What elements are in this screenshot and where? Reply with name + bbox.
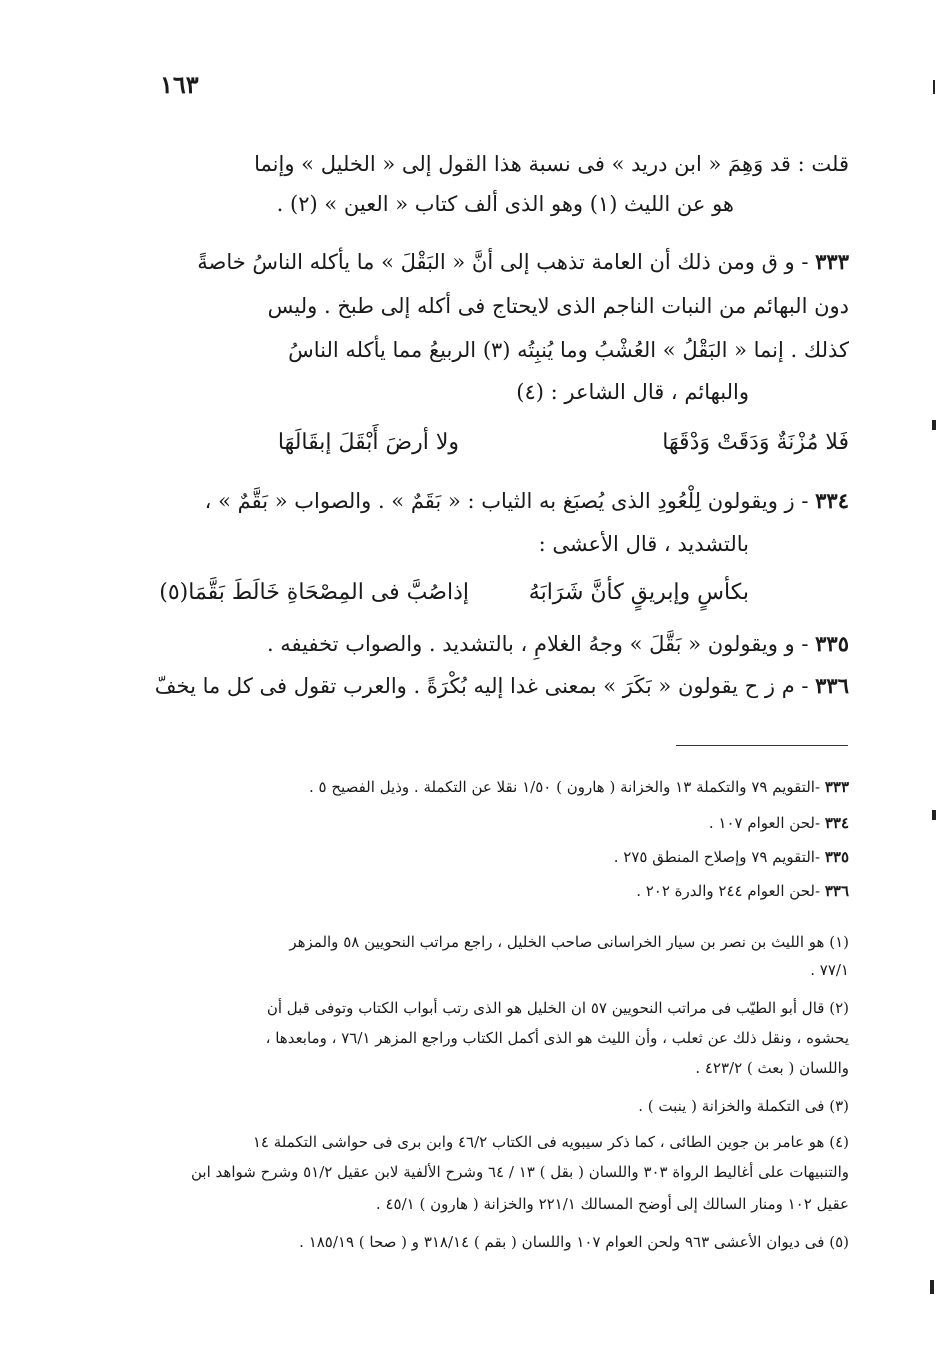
page-number: ١٦٣ bbox=[160, 70, 199, 99]
footnote-line: يحشوه ، ونقل ذلك عن ثعلب ، وأن الليث هو الذى أكمل الكتاب وراجع المزهر ٧٦/١ ، ومابعدها ، bbox=[265, 1029, 849, 1047]
footnote-line: واللسان ( بعث ) ٤٢٣/٢ . bbox=[695, 1059, 849, 1077]
scan-margin-mark bbox=[932, 420, 936, 430]
verse-hemistich-left: إذاصُبَّ فى المِصْحَاةِ خَالَطَ بَقَّمَا(٥) bbox=[159, 580, 469, 605]
entry-334-header bbox=[205, 487, 849, 515]
footnote-line: (٤) هو عامر بن جوين الطائى ، كما ذكر سيبويه فى الكتاب ٤٦/٢ وابن برى فى حواشى التكملة ١٤ bbox=[252, 1133, 849, 1151]
footnote-line: عقيل ١٠٢ ومنار السالك إلى أوضح المسالك ٢٢١/١ والخزانة ( هارون ) ٤٥/١ . bbox=[375, 1195, 849, 1213]
entry-codes: - ز bbox=[784, 489, 809, 513]
entry-codes: - م ز ح bbox=[744, 674, 809, 698]
entry-text: ويقولون « بَقَّلَ » وجهُ الغلامِ ، بالتشديد . والصواب تخفيفه . bbox=[266, 632, 778, 656]
entry-333-header bbox=[197, 248, 849, 276]
entry-number: ٣٣٥ bbox=[815, 631, 849, 656]
footnote-line: (٥) فى ديوان الأعشى ٩٦٣ ولحن العوام ١٠٧ واللسان ( بقم ) ٣١٨/١٤ و ( صحا ) ١٨٥/١٩ . bbox=[299, 1233, 849, 1251]
source-number: ٣٣٦ bbox=[824, 882, 849, 900]
source-number: ٣٣٤ bbox=[824, 814, 849, 832]
footnote-line: (٣) فى التكملة والخزانة ( ينبت ) . bbox=[638, 1097, 849, 1115]
scan-margin-mark bbox=[932, 810, 936, 820]
verse-hemistich-left: ولا أرضَ أَبْقَلَ إبقَالَهَا bbox=[277, 430, 459, 455]
entry-text: ومن ذلك أن العامة تذهب إلى أنَّ « البَقْلَ » ما يأكله الناسُ خاصةً bbox=[197, 250, 755, 274]
verse-hemistich-right: فَلا مُزْنَةٌ وَدَقَتْ وَدْقَهَا bbox=[662, 430, 849, 455]
source-number: ٣٣٣ bbox=[824, 778, 849, 796]
intro-line: قلت : قد وَهِمَ « ابن دريد » فى نسبة هذا القول إلى « الخليل » وإنما bbox=[254, 152, 849, 176]
entry-number: ٣٣٦ bbox=[815, 673, 849, 698]
verse-hemistich-right: بكأسٍ وإبريقٍ كأنَّ شَرَابَهُ bbox=[528, 580, 749, 605]
entry-number: ٣٣٤ bbox=[815, 488, 849, 513]
entry-335-header bbox=[267, 630, 849, 658]
footnote-line: (١) هو الليث بن نصر بن سيار الخراسانى صاحب الخليل ، راجع مراتب النحويين ٥٨ والمزهر bbox=[289, 933, 849, 951]
entry-number: ٣٣٣ bbox=[815, 249, 849, 274]
entry-codes: - و ق bbox=[761, 250, 809, 274]
source-line bbox=[636, 880, 849, 902]
source-text: -التقويم ٧٩ وإصلاح المنطق ٢٧٥ . bbox=[613, 848, 821, 866]
source-line bbox=[309, 776, 849, 798]
source-line bbox=[709, 812, 849, 834]
scan-margin-mark bbox=[930, 1280, 934, 1294]
source-text: -التقويم ٧٩ والتكملة ١٣ والخزانة ( هارون ) ١/٥٠ نقلا عن التكملة . وذيل الفصيح ٥ . bbox=[309, 778, 821, 796]
scan-margin-mark bbox=[933, 80, 935, 94]
entry-text: يقولون « بَكَرَ » بمعنى غدا إليه بُكْرَةً . والعرب تقول فى كل ما يخفّ bbox=[154, 674, 738, 698]
source-line bbox=[614, 846, 849, 868]
source-text: -لحن العوام ١٠٧ . bbox=[708, 814, 821, 832]
intro-line: هو عن الليث (١) وهو الذى ألف كتاب « العين » (٢) . bbox=[276, 192, 734, 216]
entry-text: كذلك . إنما « البَقْلُ » العُشْبُ وما يُنبِتُه (٣) الربيعُ مما يأكله الناسُ bbox=[288, 338, 849, 362]
entry-text: والبهائم ، قال الشاعر : (٤) bbox=[516, 380, 749, 404]
footnote-line: والتنبيهات على أغاليط الرواة ٣٠٣ واللسان ( بقل ) ١٣ / ٦٤ وشرح الألفية لابن عقيل ٥١/٢ وشرح شواهد ابن bbox=[191, 1163, 849, 1181]
entry-text: دون البهائم من النبات الناجم الذى لايحتاج فى أكله إلى طبخ . وليس bbox=[267, 294, 849, 318]
entry-text: ويقولون لِلْعُودِ الذى يُصبَغ به الثياب : « بَقَمٌ » . والصواب « بَقَّمٌ » ، bbox=[204, 489, 778, 513]
footnote-line: (٢) قال أبو الطيّب فى مراتب النحويين ٥٧ ان الخليل هو الذى رتب أبواب الكتاب وتوفى قبل أن bbox=[266, 999, 849, 1017]
source-text: -لحن العوام ٢٤٤ والدرة ٢٠٢ . bbox=[636, 882, 821, 900]
source-number: ٣٣٥ bbox=[824, 848, 849, 866]
entry-text: بالتشديد ، قال الأعشى : bbox=[538, 532, 749, 556]
entry-336-header bbox=[155, 672, 849, 700]
footnote-rule bbox=[676, 745, 848, 746]
entry-codes: - و bbox=[784, 632, 809, 656]
footnote-line: . ٧٧/١ bbox=[810, 961, 849, 979]
